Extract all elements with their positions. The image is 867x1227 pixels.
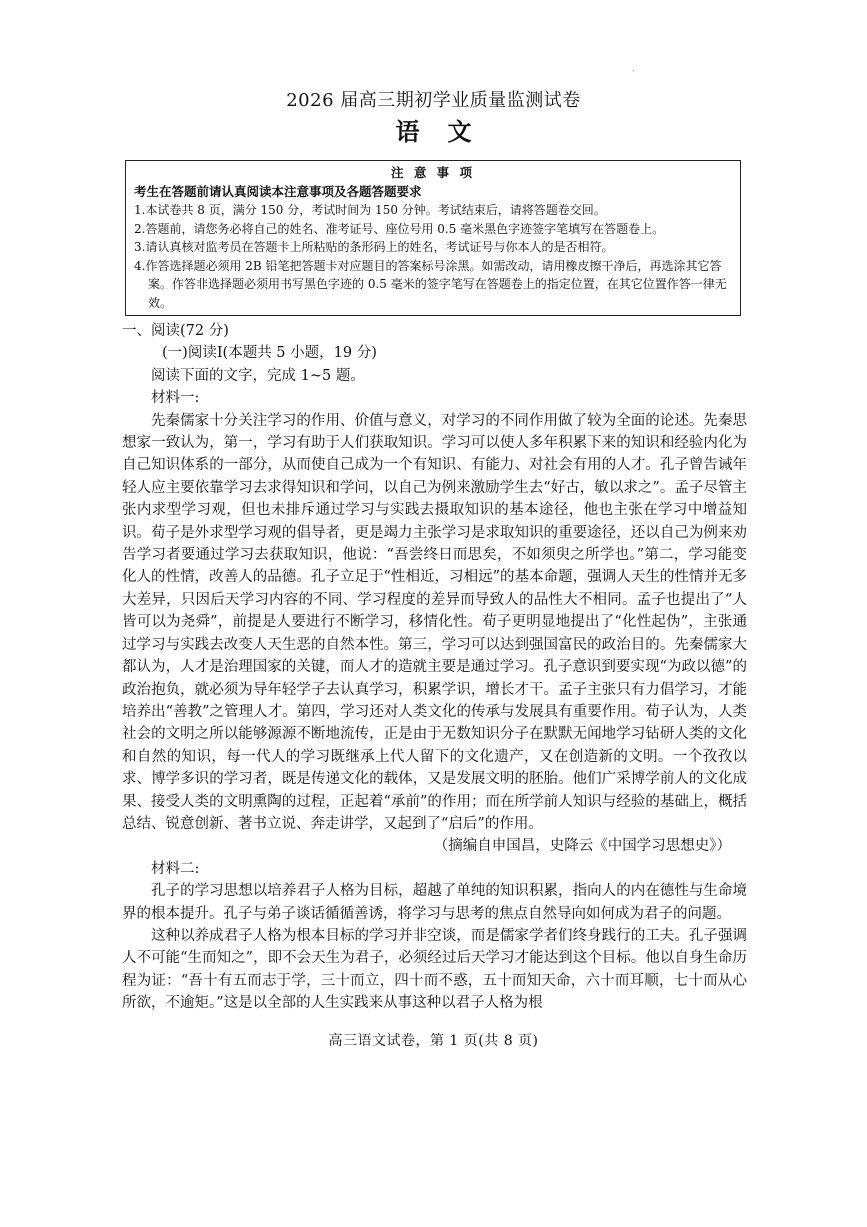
- notice-item-3: 3.请认真核对监考员在答题卡上所粘贴的条形码上的姓名，考试证号与你本人的是否相符。: [134, 240, 614, 254]
- material1-paragraph: 先秦儒家十分关注学习的作用、价值与意义，对学习的不同作用做了较为全面的论述。先秦思想家一致认为，第一，学习有助于人们获取知识。学习可以使人多年积累下来的知识和经验内化为自己知识体系的一部分，从而使自己成为一个有知识、有能力、对社会有用的人才。孔子曾告诫年轻人应主要依靠学习去求得知识和学问，以自己为例来激励学生去“好古，敏以求之”。孟子尽管主张内求型学习观，但也未排斥通过学习与实践去摄取知识的基本途径，他也主张在学习中增益知识。荀子是外求型学习观的倡导者，更是竭力主张学习是求取知识的重要途径，还以自己为例来劝告学习者要通过学习去获取知识，他说：“吾尝终日而思矣，不如须臾之所学也。”第二，学习能变化人的性情，改善人的品德。孔子立足于“性相近，习相远”的基本命题，强调人天生的性情并无多大差异，只因后天学习内容的不同、学习程度的差异而导致人的品性大不相同。孟子也提出了“人皆可以为尧舜”，前提是人要进行不断学习，移情化性。荀子更明显地提出了“化性起伪”，主张通过学习与实践去改变人天生恶的自然本性。第三，学习可以达到强国富民的政治目的。先秦儒家大都认为，人才是治理国家的关键，而人才的造就主要是通过学习。孔子意识到要实现“为政以德”的政治抱负，就必须为导年轻学子去认真学习，积累学识，增长才干。孟子主张只有力倡学习，才能培养出“善教”之管理人才。第四，学习还对人类文化的传承与发展具有重要作用。荀子认为，人类社会的文明之所以能够源源不断地流传，正是由于无数知识分子在默默无闻地学习钻研人类的文化和自然的知识，每一代人的学习既继承上代人留下的文化遗产，又在创造新的文明。一个孜孜以求、博学多识的学习者，既是传递文化的载体，又是发展文明的胚胎。他们广采博学前人的文化成果、接受人类的文明熏陶的过程，正起着“承前”的作用；而在所学前人知识与经验的基础上，概括总结、锐意创新、著书立说、奔走讲学，又起到了“启后”的作用。: [122, 412, 747, 832]
- notice-item-2: 2.答题前，请您务必将自己的姓名、准考证号、座位号用 0.5 毫米黑色字迹签字笔填写在答题卷上。: [134, 221, 665, 236]
- exam-title: 2026 届高三期初学业质量监测试卷: [286, 90, 581, 111]
- subject-title: 语文: [395, 117, 500, 146]
- page-dot: .: [632, 64, 635, 73]
- material1-label: 材料一:: [151, 390, 200, 407]
- instruction-text: 阅读下面的文字，完成 1~5 题。: [151, 367, 365, 384]
- subsection-heading: (一)阅读Ⅰ(本题共 5 小题，19 分): [162, 345, 377, 362]
- material2-paragraph-1: 孔子的学习思想以培养君子人格为目标，超越了单纯的知识积累，指向人的内在德性与生命境界的根本提升。孔子与弟子谈话循循善诱，将学习与思考的焦点自然导向如何成为君子的问题。: [122, 883, 747, 922]
- notice-item-4: 4.作答选择题必须用 2B 铅笔把答题卡对应题目的答案标号涂黑。如需改动，请用橡皮擦干净后，再选涂其它答案。作答非选择题必须用书写黑色字迹的 0.5 毫米的签字笔写在答题卷上的指定位置，在其它位置作答一律无效。: [134, 258, 727, 310]
- notice-item-1: 1.本试卷共 8 页，满分 150 分，考试时间为 150 分钟。考试结束后，请将答题卷交回。: [134, 203, 606, 217]
- page-footer: 高三语文试卷，第 1 页(共 8 页): [328, 1033, 539, 1049]
- section-heading: 一、阅读(72 分): [122, 323, 229, 339]
- material2-paragraph-2: 这种以养成君子人格为根本目标的学习并非空谈，而是儒家学者们终身践行的工夫。孔子强调人不可能“生而知之”，即不会天生为君子，必须经过后天学习才能达到这个目标。他以自身生命历程为证：“吾十有五而志于学，三十而立，四十而不惑，五十而知天命，六十而耳顺，七十而从心所欲，不逾矩。”这是以全部的人生实践来从事这种以君子人格为根: [122, 927, 747, 1012]
- material1-source: （摘编自申国昌，史降云《中国学习思想史》）: [433, 838, 731, 855]
- notice-subtitle: 考生在答题前请认真阅读本注意事项及各题答题要求: [134, 183, 422, 199]
- notice-title: 注 意 事 项: [390, 165, 476, 180]
- notice-box: [125, 160, 741, 316]
- material2-label: 材料二:: [151, 860, 200, 877]
- reading-content: [122, 320, 747, 1015]
